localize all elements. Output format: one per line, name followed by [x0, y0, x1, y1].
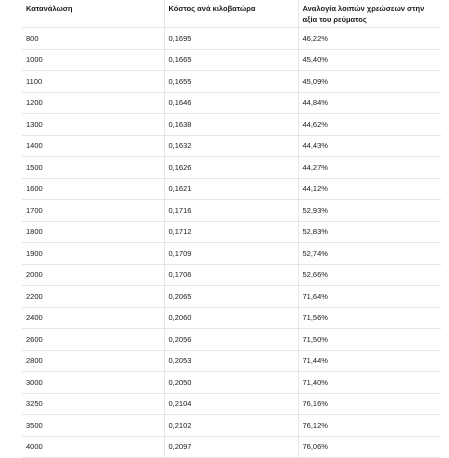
cell-consumption: 1700 — [22, 200, 164, 222]
table-row — [22, 393, 441, 415]
cell-other-charges-ratio: 44,43% — [298, 135, 441, 157]
cell-cost-per-kwh: 0,1621 — [164, 178, 298, 200]
cell-cost-per-kwh: 0,1655 — [164, 71, 298, 93]
cell-consumption: 2200 — [22, 286, 164, 308]
cell-other-charges-ratio: 52,66% — [298, 264, 441, 286]
cell-other-charges-ratio: 71,44% — [298, 350, 441, 372]
table-row — [22, 415, 441, 437]
consumption-cost-table-container — [22, 0, 441, 458]
header-cost-per-kwh: Κόστος ανά κιλοβατώρα — [164, 0, 298, 28]
cell-cost-per-kwh: 0,2060 — [164, 307, 298, 329]
cell-other-charges-ratio: 71,56% — [298, 307, 441, 329]
cell-other-charges-ratio: 71,40% — [298, 372, 441, 394]
consumption-cost-table — [22, 0, 441, 458]
cell-cost-per-kwh: 0,1716 — [164, 200, 298, 222]
cell-cost-per-kwh: 0,1632 — [164, 135, 298, 157]
header-consumption: Κατανάλωση — [22, 0, 164, 28]
cell-consumption: 1800 — [22, 221, 164, 243]
cell-consumption: 1500 — [22, 157, 164, 179]
cell-cost-per-kwh: 0,1626 — [164, 157, 298, 179]
table-row — [22, 264, 441, 286]
table-row — [22, 436, 441, 458]
cell-consumption: 2800 — [22, 350, 164, 372]
cell-other-charges-ratio: 44,62% — [298, 114, 441, 136]
cell-cost-per-kwh: 0,1712 — [164, 221, 298, 243]
cell-other-charges-ratio: 52,74% — [298, 243, 441, 265]
cell-consumption: 2000 — [22, 264, 164, 286]
table-row — [22, 221, 441, 243]
cell-consumption: 1900 — [22, 243, 164, 265]
cell-other-charges-ratio: 45,09% — [298, 71, 441, 93]
table-row — [22, 350, 441, 372]
cell-other-charges-ratio: 52,83% — [298, 221, 441, 243]
table-row — [22, 286, 441, 308]
cell-cost-per-kwh: 0,2065 — [164, 286, 298, 308]
cell-other-charges-ratio: 71,50% — [298, 329, 441, 351]
cell-cost-per-kwh: 0,2050 — [164, 372, 298, 394]
cell-consumption: 1100 — [22, 71, 164, 93]
cell-other-charges-ratio: 44,27% — [298, 157, 441, 179]
cell-other-charges-ratio: 52,93% — [298, 200, 441, 222]
cell-cost-per-kwh: 0,2053 — [164, 350, 298, 372]
header-other-charges-ratio: Αναλογία λοιπών χρεώσεων στην αξία του ρεύματος — [298, 0, 441, 28]
table-row — [22, 329, 441, 351]
cell-other-charges-ratio: 44,84% — [298, 92, 441, 114]
table-row — [22, 28, 441, 50]
cell-other-charges-ratio: 44,12% — [298, 178, 441, 200]
cell-cost-per-kwh: 0,1706 — [164, 264, 298, 286]
cell-consumption: 1300 — [22, 114, 164, 136]
cell-cost-per-kwh: 0,1695 — [164, 28, 298, 50]
table-row — [22, 200, 441, 222]
cell-cost-per-kwh: 0,2097 — [164, 436, 298, 458]
cell-consumption: 3500 — [22, 415, 164, 437]
cell-consumption: 3250 — [22, 393, 164, 415]
cell-consumption: 1400 — [22, 135, 164, 157]
table-header — [22, 0, 441, 28]
cell-cost-per-kwh: 0,2102 — [164, 415, 298, 437]
table-body — [22, 28, 441, 458]
table-row — [22, 92, 441, 114]
cell-consumption: 4000 — [22, 436, 164, 458]
table-row — [22, 372, 441, 394]
header-row — [22, 0, 441, 28]
cell-cost-per-kwh: 0,2056 — [164, 329, 298, 351]
cell-other-charges-ratio: 76,12% — [298, 415, 441, 437]
table-row — [22, 49, 441, 71]
cell-other-charges-ratio: 45,40% — [298, 49, 441, 71]
cell-cost-per-kwh: 0,1665 — [164, 49, 298, 71]
cell-other-charges-ratio: 76,16% — [298, 393, 441, 415]
cell-cost-per-kwh: 0,1709 — [164, 243, 298, 265]
table-row — [22, 71, 441, 93]
cell-consumption: 800 — [22, 28, 164, 50]
cell-consumption: 2400 — [22, 307, 164, 329]
cell-other-charges-ratio: 71,64% — [298, 286, 441, 308]
cell-consumption: 1600 — [22, 178, 164, 200]
cell-consumption: 3000 — [22, 372, 164, 394]
table-row — [22, 178, 441, 200]
table-row — [22, 114, 441, 136]
cell-cost-per-kwh: 0,1646 — [164, 92, 298, 114]
table-row — [22, 135, 441, 157]
cell-consumption: 1000 — [22, 49, 164, 71]
cell-cost-per-kwh: 0,2104 — [164, 393, 298, 415]
table-row — [22, 243, 441, 265]
cell-consumption: 2600 — [22, 329, 164, 351]
cell-other-charges-ratio: 46,22% — [298, 28, 441, 50]
cell-consumption: 1200 — [22, 92, 164, 114]
table-row — [22, 157, 441, 179]
cell-other-charges-ratio: 76,06% — [298, 436, 441, 458]
cell-cost-per-kwh: 0,1638 — [164, 114, 298, 136]
table-row — [22, 307, 441, 329]
